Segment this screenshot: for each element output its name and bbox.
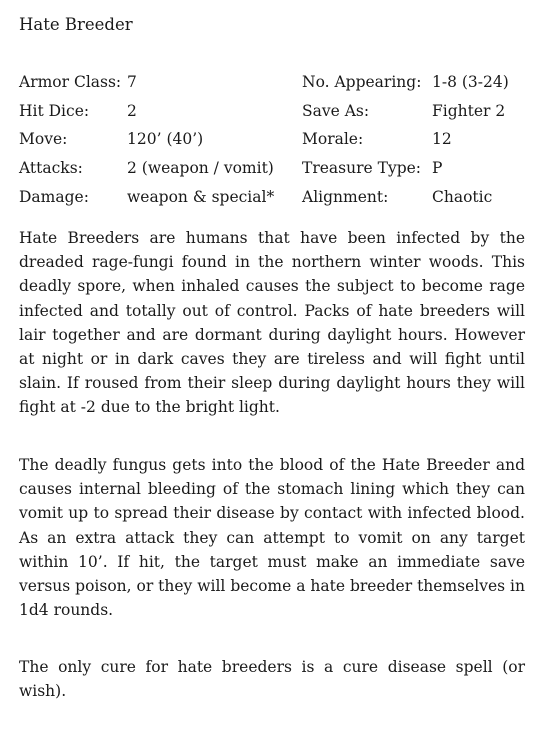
- stat-value: 120’ (40’): [127, 130, 204, 149]
- stat-value: weapon & special*: [127, 187, 275, 206]
- stat-label: Morale:: [302, 130, 364, 149]
- stat-value: 2 (weapon / vomit): [127, 159, 274, 178]
- stat-label: Move:: [19, 130, 68, 149]
- stat-value: 1-8 (3-24): [432, 73, 509, 91]
- stat-label: Save As:: [302, 101, 370, 120]
- stat-row: [19, 128, 525, 157]
- stat-value: 12: [432, 130, 452, 149]
- stat-label: Hit Dice:: [19, 101, 90, 120]
- stat-label: Damage:: [19, 187, 89, 206]
- stat-value: Fighter 2: [432, 101, 506, 120]
- stat-value: P: [432, 159, 443, 178]
- description-paragraph: Hate Breeders are humans that have been infected by the dreaded rage-fungi found in the northern winter woods. This deadly spore, when inhaled causes the subject to become rage infected and totally out of control. Packs of hate breeders will lair together and are dormant during daylight hours. However at night or in dark caves they are tireless and will fight until slain. If roused from their sleep during daylight hours they will fight at -2 due to the bright light.: [19, 229, 525, 417]
- stat-value: 2: [127, 101, 137, 120]
- stat-block: [19, 71, 525, 214]
- stat-label: Armor Class:: [19, 73, 122, 91]
- stat-label: Attacks:: [19, 159, 83, 178]
- description-paragraph: The only cure for hate breeders is a cure disease spell (or wish).: [19, 658, 525, 701]
- stat-value: 7: [127, 73, 137, 91]
- stat-row: [19, 71, 525, 100]
- stat-label: Treasure Type:: [302, 159, 422, 178]
- stat-row: [19, 186, 525, 215]
- monster-title: Hate Breeder: [19, 15, 133, 34]
- stat-label: No. Appearing:: [302, 73, 422, 91]
- stat-value: Chaotic: [432, 187, 493, 206]
- stat-row: [19, 100, 525, 129]
- description-paragraph: The deadly fungus gets into the blood of the Hate Breeder and causes internal bleeding of the stomach lining which they can vomit up to spread their disease by contact with infected blood. As an extra attack they can attempt to vomit on any target within 10’. If hit, the target must make an immediate save versus poison, or they will become a hate breeder themselves in 1d4 rounds.: [19, 456, 525, 620]
- stat-label: Alignment:: [302, 187, 389, 206]
- stat-row: [19, 157, 525, 186]
